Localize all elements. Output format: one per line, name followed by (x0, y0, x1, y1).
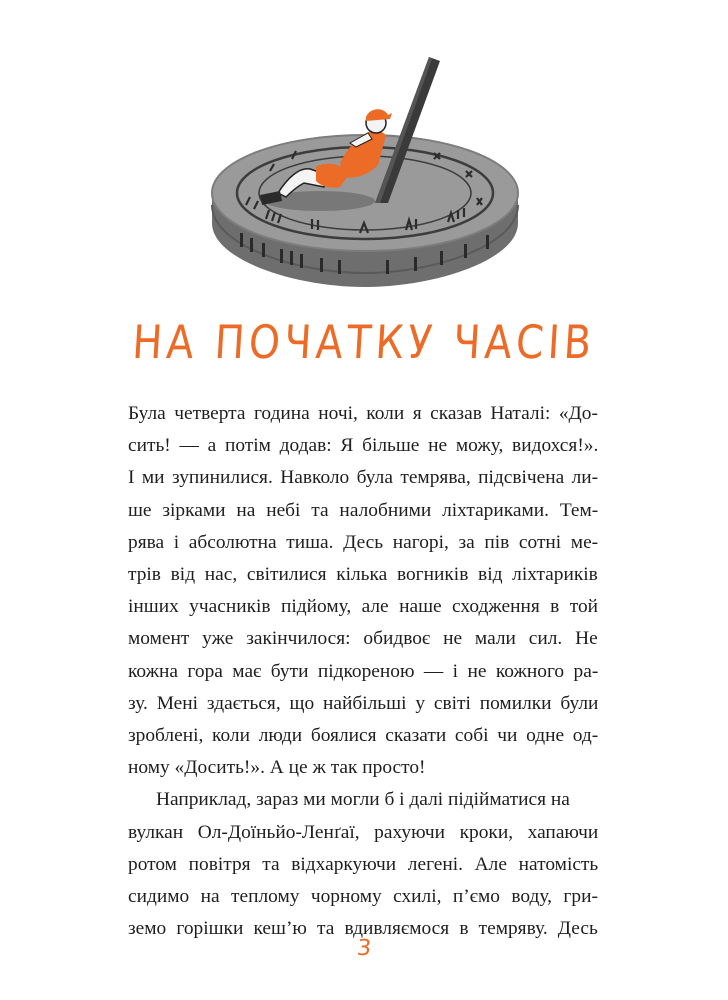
text-line: момент уже закінчилося: обидвоє не мали сил. Не (128, 628, 598, 650)
text-line: зу. Мені здається, що найбільші у світі помилки були (128, 692, 599, 714)
text-line: ротом повітря та відхаркуючи легені. Але натомість (128, 853, 599, 875)
text-line: Була четверта година ночі, коли я сказав Наталі: «До- (128, 403, 598, 424)
chapter-title: НА ПОЧАТКУ ЧАСІВ (130, 315, 598, 369)
text-line: трів від нас, світилися кілька вогників від ліхтариків (128, 564, 598, 586)
text-line: зроблені, коли люди боялися сказати собі чи одне од- (128, 725, 599, 747)
sundial-with-reclining-figure-icon (200, 55, 530, 305)
text-line: ше зірками на небі та налобними ліхтариками. Тем- (128, 499, 599, 521)
text-line: І ми зупинилися. Навколо була темрява, підсвічена ли- (128, 467, 599, 489)
text-line: Наприклад, зараз ми могли б і далі підійматися на (156, 789, 570, 811)
text-line: вулкан Ол-Доїньйо-Ленґаї, рахуючи кроки, хапаючи (128, 821, 599, 843)
text-line: інших учасників підйому, але наше сходження в той (128, 596, 599, 618)
sundial-illustration (200, 55, 530, 305)
text-line: сидимо на теплому чорному схилі, п’ємо воду, гри- (128, 886, 598, 908)
text-line: рява і абсолютна тиша. Десь нагорі, за пів сотні ме- (128, 531, 599, 553)
page-number: 3 (355, 936, 373, 961)
text-line: кожна гора має бути підкореною — і не кожного ра- (128, 660, 599, 682)
body-text (128, 398, 598, 945)
text-line: ному «Досить!». А це ж так просто! (128, 757, 426, 779)
text-line: земо горішки кеш’ю та вдивляємося в темряву. Десь (128, 918, 598, 940)
text-line: сить! — а потім додав: Я більше не можу, видохся!». (128, 435, 599, 457)
paragraph (128, 398, 598, 784)
paragraph (128, 784, 598, 945)
